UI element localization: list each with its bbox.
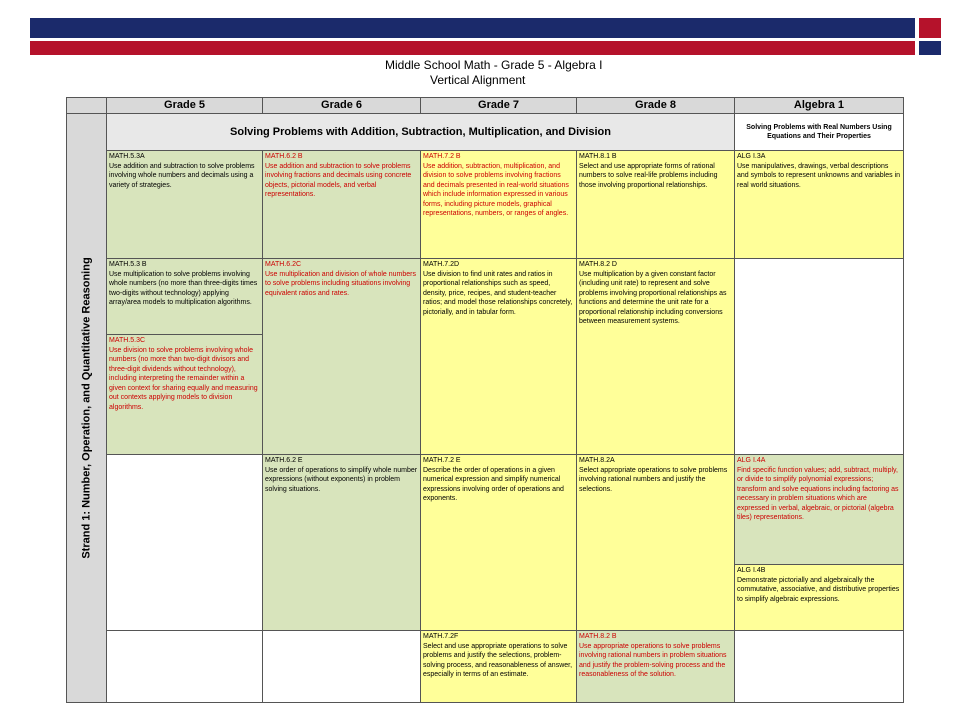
standard-cell — [421, 631, 577, 703]
standard-code: ALG I.3A — [737, 153, 766, 160]
standard-code: MATH.8.2 B — [579, 633, 617, 640]
header-bar-red — [30, 41, 915, 55]
standard-text: Find specific function values; add, subtract, multiply, or divide to simplify polynomial expressions; transform and solve equations including factoring as necessary in problem situations which are expressed in verbal, algebraic, or pictorial (algebra tiles) representations. — [737, 466, 899, 521]
title-line-2: Vertical Alignment — [430, 73, 526, 87]
standard-code: MATH.7.2 E — [423, 457, 461, 464]
standard-code: MATH.5.3C — [109, 337, 146, 344]
standard-text: Describe the order of operations in a given numerical expression and simplify numerical expressions involving order of operations and exponents. — [423, 466, 564, 502]
empty-cell — [263, 631, 421, 703]
standard-cell — [421, 151, 577, 259]
header-bar-navy — [30, 18, 915, 38]
table-row — [67, 631, 904, 703]
standard-cell — [577, 455, 735, 631]
standard-code: ALG I.4B — [737, 567, 766, 574]
standard-text: Select and use appropriate operations to solve problems and justify the selections, problem-solving process, and reasonableness of answer, especially in terms of an estimate. — [423, 642, 573, 678]
column-header-grade-8: Grade 8 — [577, 98, 735, 114]
standard-code: MATH.6.2 E — [265, 457, 303, 464]
standard-text: Use manipulatives, drawings, verbal descriptions and symbols to represent unknowns and variables in real world situations. — [737, 162, 901, 189]
standard-cell — [577, 631, 735, 703]
standard-text: Use addition and subtraction to solve problems involving fractions and decimals using concrete objects, pictorial models, and verbal representations. — [265, 162, 412, 198]
standard-text: Use multiplication to solve problems involving whole numbers (no more than three-digits times two-digits without technology) applying array/area models to multiplication algorithms. — [109, 270, 258, 306]
standard-code: MATH.8.1 B — [579, 153, 617, 160]
header-row — [67, 98, 904, 114]
column-header-algebra-1: Algebra 1 — [735, 98, 904, 114]
empty-cell — [735, 259, 904, 455]
standard-cell — [263, 259, 421, 455]
header-corner — [67, 98, 107, 114]
strand-label: Strand 1: Number, Operation, and Quantitative Reasoning — [79, 257, 92, 559]
standard-cell — [107, 259, 263, 335]
table-row — [67, 259, 904, 335]
table-row — [67, 455, 904, 565]
standard-code: MATH.5.3 B — [109, 261, 147, 268]
column-header-grade-6: Grade 6 — [263, 98, 421, 114]
standard-cell — [421, 259, 577, 455]
strand-cell — [67, 114, 107, 703]
standard-code: MATH.7.2 B — [423, 153, 461, 160]
standard-text: Demonstrate pictorially and algebraically the commutative, associative, and distributive properties to simplify algebraic expressions. — [737, 576, 900, 603]
standard-text: Use addition and subtraction to solve problems involving whole numbers and decimals using a variety of strategies. — [109, 162, 255, 189]
standard-code: MATH.6.2C — [265, 261, 302, 268]
standard-cell — [577, 259, 735, 455]
standard-cell — [107, 335, 263, 455]
standard-cell — [735, 151, 904, 259]
standard-cell — [577, 151, 735, 259]
standard-code: ALG I.4A — [737, 457, 766, 464]
standard-cell — [421, 455, 577, 631]
table-row — [67, 151, 904, 259]
standard-code: MATH.8.2A — [579, 457, 615, 464]
standard-text: Select and use appropriate forms of rational numbers to solve real-life problems including those involving proportional relationships. — [579, 162, 718, 189]
topic-heading: Solving Problems with Addition, Subtraction, Multiplication, and Division — [107, 114, 735, 151]
standard-cell — [735, 565, 904, 631]
title-line-1: Middle School Math - Grade 5 - Algebra I — [385, 58, 603, 72]
document-title — [385, 58, 602, 88]
header-accent-red — [919, 18, 941, 38]
standard-code: MATH.7.2F — [423, 633, 459, 640]
standard-code: MATH.8.2 D — [579, 261, 617, 268]
topic-row — [67, 114, 904, 151]
standard-text: Use division to solve problems involving whole numbers (no more than two-digit divisors and three-digit dividends without technology), including interpreting the remainder within a given context for sharing equally and measuring out contexts applying models to division algorithms. — [109, 346, 258, 411]
header-accent-navy — [919, 41, 941, 55]
standard-cell — [263, 151, 421, 259]
standard-text: Use multiplication by a given constant factor (including unit rate) to represent and solve problems involving proportional relationships as functions and determine the unit rate for a proportional relationship including conversions between measurement systems. — [579, 270, 727, 325]
topic-heading-algebra: Solving Problems with Real Numbers Using Equations and Their Properties — [735, 114, 904, 151]
column-header-grade-5: Grade 5 — [107, 98, 263, 114]
standard-cell — [735, 455, 904, 565]
empty-cell — [107, 631, 263, 703]
standard-text: Use multiplication and division of whole numbers to solve problems including situations involving equivalent ratios and rates. — [265, 270, 416, 297]
standard-cell — [107, 151, 263, 259]
standard-text: Select appropriate operations to solve problems involving rational numbers and justify the selections. — [579, 466, 728, 493]
standard-code: MATH.6.2 B — [265, 153, 303, 160]
standard-text: Use appropriate operations to solve problems involving rational numbers in problem situations and justify the problem-solving process and the reasonableness of the solution. — [579, 642, 727, 678]
empty-cell — [107, 455, 263, 631]
standard-text: Use order of operations to simplify whole number expressions (without exponents) in problem solving situations. — [265, 466, 418, 493]
standard-text: Use addition, subtraction, multiplication, and division to solve problems involving fractions and decimals presented in real-world situations which include information expressed in various forms, including picture models, graphical representations, numbers, or ranges of angles. — [423, 162, 569, 217]
vertical-alignment-table — [66, 97, 904, 703]
empty-cell — [735, 631, 904, 703]
standard-text: Use division to find unit rates and ratios in proportional relationships such as speed, density, price, recipes, and student-teacher ratios; and model those relationships concretely, pictorially, and in tabular form. — [423, 270, 573, 316]
column-header-grade-7: Grade 7 — [421, 98, 577, 114]
standard-cell — [263, 455, 421, 631]
standard-code: MATH.7.2D — [423, 261, 460, 268]
standard-code: MATH.5.3A — [109, 153, 145, 160]
